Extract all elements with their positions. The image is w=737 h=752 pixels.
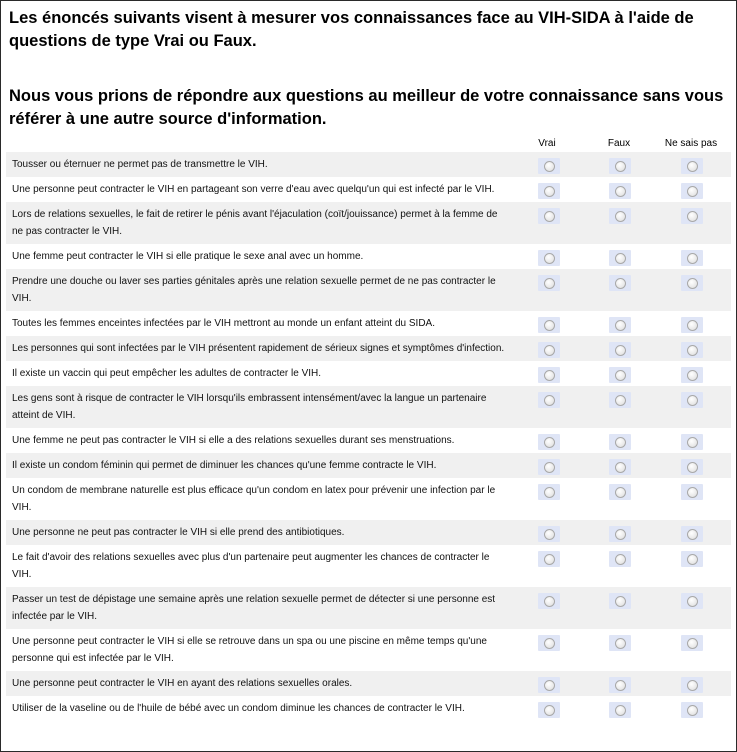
- answer-cell-ne-sais-pas: [681, 275, 703, 291]
- question-text: Le fait d'avoir des relations sexuelles avec plus d'un partenaire peut augmenter les chances de contracter le VIH.: [12, 552, 490, 580]
- radio-vrai[interactable]: [544, 437, 555, 448]
- answer-cell-ne-sais-pas: [681, 677, 703, 693]
- radio-faux[interactable]: [615, 596, 626, 607]
- column-header-vrai: Vrai: [538, 138, 556, 149]
- question-row: [6, 336, 731, 361]
- radio-ne-sais-pas[interactable]: [687, 161, 698, 172]
- question-row: [6, 545, 731, 587]
- radio-vrai[interactable]: [544, 186, 555, 197]
- radio-faux[interactable]: [615, 462, 626, 473]
- question-text: Une personne ne peut pas contracter le VIH si elle prend des antibiotiques.: [12, 527, 345, 538]
- answer-cell-vrai: [538, 250, 560, 266]
- answer-cell-faux: [609, 342, 631, 358]
- question-row: [6, 520, 731, 545]
- radio-ne-sais-pas[interactable]: [687, 370, 698, 381]
- answer-cell-ne-sais-pas: [681, 392, 703, 408]
- answer-cell-faux: [609, 367, 631, 383]
- answer-cell-faux: [609, 593, 631, 609]
- answer-cell-ne-sais-pas: [681, 208, 703, 224]
- radio-vrai[interactable]: [544, 705, 555, 716]
- answer-cell-faux: [609, 392, 631, 408]
- question-text: Passer un test de dépistage une semaine après une relation sexuelle permet de détecter si une personne est infectée par le VIH.: [12, 594, 496, 622]
- radio-ne-sais-pas[interactable]: [687, 680, 698, 691]
- answer-cell-ne-sais-pas: [681, 434, 703, 450]
- radio-vrai[interactable]: [544, 278, 555, 289]
- question-row: [6, 177, 731, 202]
- answer-cell-ne-sais-pas: [681, 484, 703, 500]
- radio-faux[interactable]: [615, 186, 626, 197]
- radio-faux[interactable]: [615, 370, 626, 381]
- question-text: Une femme peut contracter le VIH si elle pratique le sexe anal avec un homme.: [12, 251, 364, 262]
- answer-cell-vrai: [538, 392, 560, 408]
- radio-vrai[interactable]: [544, 638, 555, 649]
- radio-ne-sais-pas[interactable]: [687, 638, 698, 649]
- answer-cell-vrai: [538, 702, 560, 718]
- answer-cell-faux: [609, 183, 631, 199]
- question-text: Tousser ou éternuer ne permet pas de transmettre le VIH.: [12, 159, 268, 170]
- column-header-ne-sais-pas: Ne sais pas: [664, 138, 718, 149]
- question-row: [6, 386, 731, 428]
- answer-cell-vrai: [538, 183, 560, 199]
- radio-faux[interactable]: [615, 487, 626, 498]
- question-row: [6, 152, 731, 177]
- radio-ne-sais-pas[interactable]: [687, 186, 698, 197]
- answer-cell-faux: [609, 459, 631, 475]
- question-text: Les personnes qui sont infectées par le VIH présentent rapidement de sérieux signes et symptômes d'infection.: [12, 343, 505, 354]
- answer-cell-faux: [609, 484, 631, 500]
- radio-faux[interactable]: [615, 253, 626, 264]
- question-text: Lors de relations sexuelles, le fait de retirer le pénis avant l'éjaculation (coït/jouissance) permet à la femme de ne pas contracter le VIH.: [12, 209, 498, 237]
- radio-vrai[interactable]: [544, 596, 555, 607]
- radio-ne-sais-pas[interactable]: [687, 320, 698, 331]
- answer-cell-vrai: [538, 484, 560, 500]
- answer-cell-faux: [609, 551, 631, 567]
- answer-cell-vrai: [538, 635, 560, 651]
- question-row: [6, 671, 731, 696]
- radio-ne-sais-pas[interactable]: [687, 253, 698, 264]
- question-list: [6, 152, 731, 721]
- answer-cell-vrai: [538, 317, 560, 333]
- radio-ne-sais-pas[interactable]: [687, 554, 698, 565]
- question-row: [6, 629, 731, 671]
- radio-ne-sais-pas[interactable]: [687, 487, 698, 498]
- answer-cell-vrai: [538, 526, 560, 542]
- instructions-text: Nous vous prions de répondre aux questions au meilleur de votre connaissance sans vous référer à une autre source d'information.: [9, 87, 724, 128]
- answer-cell-vrai: [538, 551, 560, 567]
- answer-cell-ne-sais-pas: [681, 367, 703, 383]
- answer-cell-ne-sais-pas: [681, 183, 703, 199]
- question-row: [6, 269, 731, 311]
- question-text: Utiliser de la vaseline ou de l'huile de bébé avec un condom diminue les chances de contracter le VIH.: [12, 703, 465, 714]
- answer-cell-ne-sais-pas: [681, 342, 703, 358]
- question-row: [6, 311, 731, 336]
- answer-cell-faux: [609, 250, 631, 266]
- answer-cell-vrai: [538, 342, 560, 358]
- answer-cell-ne-sais-pas: [681, 635, 703, 651]
- answer-cell-ne-sais-pas: [681, 317, 703, 333]
- radio-faux[interactable]: [615, 345, 626, 356]
- radio-ne-sais-pas[interactable]: [687, 278, 698, 289]
- radio-vrai[interactable]: [544, 161, 555, 172]
- question-text: Une femme ne peut pas contracter le VIH si elle a des relations sexuelles durant ses menstruations.: [12, 435, 455, 446]
- answer-cell-ne-sais-pas: [681, 158, 703, 174]
- question-row: [6, 361, 731, 386]
- answer-cell-ne-sais-pas: [681, 702, 703, 718]
- answer-cell-vrai: [538, 593, 560, 609]
- question-row: [6, 696, 731, 721]
- question-text: Il existe un vaccin qui peut empêcher les adultes de contracter le VIH.: [12, 368, 322, 379]
- question-row: [6, 453, 731, 478]
- radio-ne-sais-pas[interactable]: [687, 705, 698, 716]
- question-row: [6, 202, 731, 244]
- answer-cell-faux: [609, 208, 631, 224]
- question-text: Une personne peut contracter le VIH en ayant des relations sexuelles orales.: [12, 678, 353, 689]
- question-text: Une personne peut contracter le VIH en partageant son verre d'eau avec quelqu'un qui est infecté par le VIH.: [12, 184, 495, 195]
- question-text: Les gens sont à risque de contracter le VIH lorsqu'ils embrassent intensément/avec la langue un partenaire atteint de VIH.: [12, 393, 487, 421]
- answer-cell-vrai: [538, 158, 560, 174]
- radio-faux[interactable]: [615, 554, 626, 565]
- answer-cell-ne-sais-pas: [681, 593, 703, 609]
- radio-vrai[interactable]: [544, 345, 555, 356]
- answer-cell-faux: [609, 677, 631, 693]
- radio-ne-sais-pas[interactable]: [687, 395, 698, 406]
- answer-cell-faux: [609, 526, 631, 542]
- question-text: Une personne peut contracter le VIH si elle se retrouve dans un spa ou une piscine en même temps qu'une personne qui est infectée par le VIH.: [12, 636, 487, 664]
- radio-vrai[interactable]: [544, 554, 555, 565]
- question-row: [6, 428, 731, 453]
- answer-cell-vrai: [538, 208, 560, 224]
- question-text: Toutes les femmes enceintes infectées par le VIH mettront au monde un enfant atteint du SIDA.: [12, 318, 436, 329]
- radio-faux[interactable]: [615, 395, 626, 406]
- answer-cell-vrai: [538, 459, 560, 475]
- radio-ne-sais-pas[interactable]: [687, 437, 698, 448]
- answer-cell-ne-sais-pas: [681, 526, 703, 542]
- radio-faux[interactable]: [615, 320, 626, 331]
- answer-cell-vrai: [538, 275, 560, 291]
- radio-ne-sais-pas[interactable]: [687, 462, 698, 473]
- radio-ne-sais-pas[interactable]: [687, 529, 698, 540]
- radio-vrai[interactable]: [544, 680, 555, 691]
- question-text: Prendre une douche ou laver ses parties génitales après une relation sexuelle permet de ne pas contracter le VIH.: [12, 276, 496, 304]
- intro-text: Les énoncés suivants visent à mesurer vos connaissances face au VIH-SIDA à l'aide de questions de type Vrai ou Faux.: [9, 9, 694, 50]
- question-row: [6, 478, 731, 520]
- answer-cell-vrai: [538, 434, 560, 450]
- answer-cell-vrai: [538, 677, 560, 693]
- radio-faux[interactable]: [615, 161, 626, 172]
- radio-ne-sais-pas[interactable]: [687, 596, 698, 607]
- answer-cell-faux: [609, 702, 631, 718]
- answer-cell-faux: [609, 158, 631, 174]
- answer-cell-ne-sais-pas: [681, 459, 703, 475]
- question-text: Un condom de membrane naturelle est plus efficace qu'un condom en latex pour prévenir une infection par le VIH.: [12, 485, 496, 513]
- radio-faux[interactable]: [615, 437, 626, 448]
- radio-vrai[interactable]: [544, 462, 555, 473]
- question-text: Il existe un condom féminin qui permet de diminuer les chances qu'une femme contracte le VIH.: [12, 460, 437, 471]
- question-row: [6, 587, 731, 629]
- radio-ne-sais-pas[interactable]: [687, 345, 698, 356]
- radio-faux[interactable]: [615, 680, 626, 691]
- answer-cell-vrai: [538, 367, 560, 383]
- radio-faux[interactable]: [615, 211, 626, 222]
- column-header-faux: Faux: [607, 138, 631, 149]
- answer-cell-faux: [609, 275, 631, 291]
- answer-cell-faux: [609, 434, 631, 450]
- radio-faux[interactable]: [615, 278, 626, 289]
- radio-faux[interactable]: [615, 529, 626, 540]
- radio-faux[interactable]: [615, 705, 626, 716]
- radio-vrai[interactable]: [544, 211, 555, 222]
- answer-cell-faux: [609, 317, 631, 333]
- answer-cell-ne-sais-pas: [681, 551, 703, 567]
- answer-cell-faux: [609, 635, 631, 651]
- radio-vrai[interactable]: [544, 370, 555, 381]
- question-row: [6, 244, 731, 269]
- answer-cell-ne-sais-pas: [681, 250, 703, 266]
- radio-vrai[interactable]: [544, 529, 555, 540]
- radio-faux[interactable]: [615, 638, 626, 649]
- radio-vrai[interactable]: [544, 395, 555, 406]
- radio-ne-sais-pas[interactable]: [687, 211, 698, 222]
- radio-vrai[interactable]: [544, 487, 555, 498]
- radio-vrai[interactable]: [544, 320, 555, 331]
- radio-vrai[interactable]: [544, 253, 555, 264]
